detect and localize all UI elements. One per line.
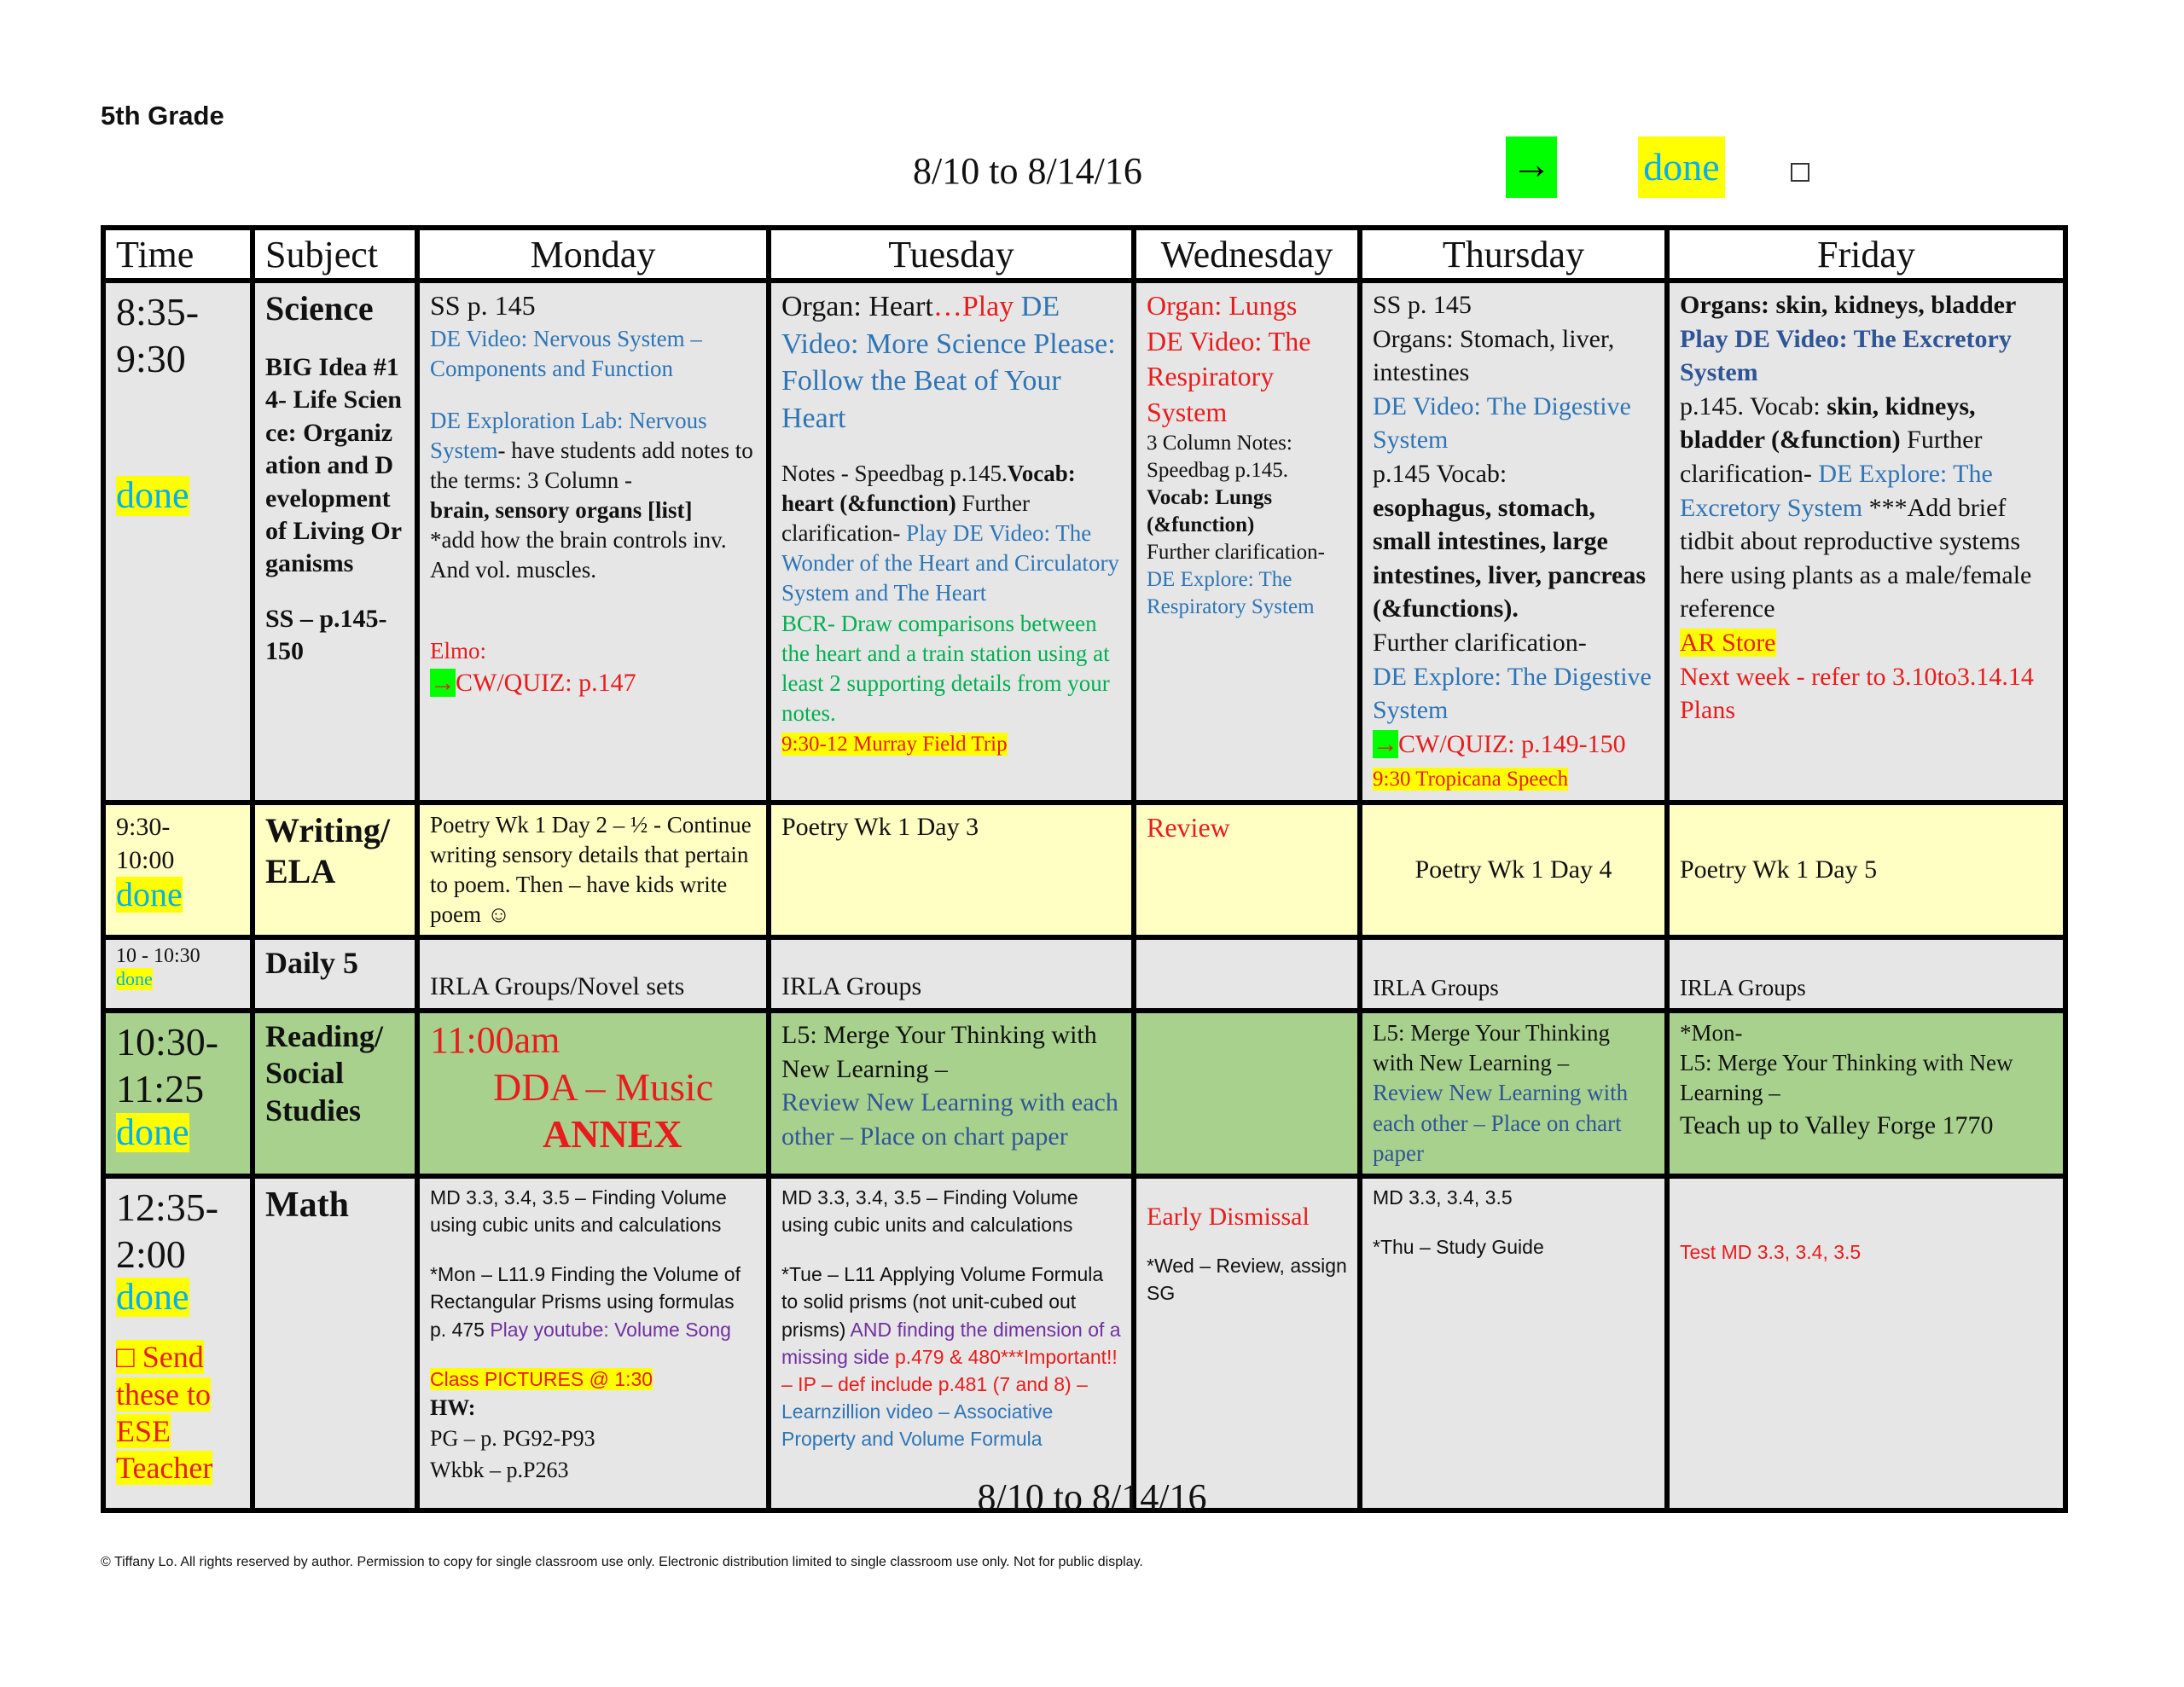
column-header-tuesday: Tuesday bbox=[769, 228, 1134, 281]
science-time-cell bbox=[103, 281, 253, 803]
science-tue-organ: Organ: Heart bbox=[781, 291, 933, 322]
daily5-done-mark: done bbox=[116, 968, 153, 990]
daily5-monday-cell bbox=[417, 937, 769, 1011]
writing-row bbox=[103, 803, 2065, 937]
math-time-cell bbox=[103, 1176, 253, 1510]
reading-subject-cell bbox=[253, 1011, 417, 1175]
science-tue-vocab: heart (&function) bbox=[781, 490, 956, 517]
science-mon-video: DE Video: Nervous System – Components and Function bbox=[430, 325, 702, 381]
science-row bbox=[103, 281, 2065, 803]
science-time: 8:35-9:30 bbox=[116, 290, 200, 381]
writing-tue-text: Poetry Wk 1 Day 3 bbox=[781, 812, 979, 841]
reading-time: 10:30-11:25 bbox=[116, 1020, 219, 1111]
column-header-thursday: Thursday bbox=[1360, 228, 1667, 281]
math-mon-play: Play youtube: Volume Song bbox=[490, 1318, 731, 1341]
daily5-time: 10 - 10:30 bbox=[116, 945, 200, 968]
science-thursday-cell bbox=[1360, 281, 1667, 803]
math-thu-study: *Thu – Study Guide bbox=[1373, 1235, 1544, 1258]
science-thu-vocab: esophagus, stomach, small intestines, large intestines, liver, pancreas (&functions). bbox=[1373, 493, 1646, 623]
daily5-wednesday-cell bbox=[1134, 937, 1360, 1011]
math-time: 12:35-2:00 bbox=[116, 1185, 219, 1276]
week-range-title: 8/10 to 8/14/16 bbox=[913, 150, 1142, 192]
science-wednesday-cell bbox=[1134, 281, 1360, 803]
science-monday-cell bbox=[417, 281, 769, 803]
science-tue-video2: Play DE Video: The Wonder of the Heart and Circulatory System and The Heart bbox=[781, 520, 1119, 606]
math-send-to-ese: □ Send these to ESE Teacher bbox=[116, 1340, 213, 1485]
math-tuesday-cell bbox=[769, 1176, 1134, 1510]
science-mon-lab-rest: - have students add notes to the terms: 3 Column - bbox=[430, 437, 753, 493]
science-friday-cell bbox=[1667, 281, 2065, 803]
science-fri-further: Further clarification- bbox=[1680, 426, 1983, 488]
column-header-monday: Monday bbox=[417, 228, 769, 281]
science-subject: Science bbox=[265, 289, 374, 328]
daily5-thu-text: IRLA Groups bbox=[1373, 975, 1499, 1001]
column-header-subject: Subject bbox=[253, 228, 417, 281]
daily5-subject-cell bbox=[253, 937, 417, 1011]
reading-thu-line-b: Review New Learning with each other – Place on chart paper bbox=[1373, 1080, 1629, 1166]
daily5-tuesday-cell bbox=[769, 937, 1134, 1011]
science-mon-lab: DE Exploration Lab: Nervous System bbox=[430, 407, 707, 463]
writing-time-cell bbox=[103, 803, 253, 937]
reading-fri-line-c: Teach up to Valley Forge 1770 bbox=[1680, 1110, 1994, 1139]
science-thu-speech: 9:30 Tropicana Speech bbox=[1373, 768, 1569, 791]
daily5-fri-text: IRLA Groups bbox=[1680, 975, 1806, 1001]
science-tue-field-trip: 9:30-12 Murray Field Trip bbox=[781, 732, 1008, 756]
math-fri-test: Test MD 3.3, 3.4, 3.5 bbox=[1680, 1240, 1862, 1263]
science-fri-organs: Organs: skin, kidneys, bladder bbox=[1680, 291, 2017, 319]
daily5-time-cell bbox=[103, 937, 253, 1011]
reading-fri-line-a: *Mon- bbox=[1680, 1020, 1743, 1046]
math-wed-review: *Wed – Review, assign SG bbox=[1147, 1254, 1347, 1304]
writing-friday-cell bbox=[1667, 803, 2065, 937]
reading-mon-dda: DDA – Music bbox=[493, 1065, 714, 1110]
science-mon-elmo: Elmo: bbox=[430, 638, 486, 664]
daily5-friday-cell bbox=[1667, 937, 2065, 1011]
math-tue-lesson: *Tue – L11 Applying Volume Formula to solid prisms (not unit-cubed out prisms) bbox=[781, 1263, 1104, 1341]
writing-done-mark: done bbox=[116, 874, 183, 913]
writing-thu-text: Poetry Wk 1 Day 4 bbox=[1414, 855, 1612, 884]
legend-checkbox-icon[interactable] bbox=[1791, 163, 1809, 182]
science-thu-quiz: CW/QUIZ: p.149-150 bbox=[1398, 729, 1626, 758]
writing-wednesday-cell bbox=[1134, 803, 1360, 937]
math-tue-and: AND finding the dimension of a missing side bbox=[781, 1318, 1121, 1368]
science-fri-add: ***Add brief tidbit about reproductive systems here using plants as a male/female reference bbox=[1680, 493, 2032, 623]
daily5-thursday-cell bbox=[1360, 937, 1667, 1011]
science-fri-vocab-label: p.145. Vocab: bbox=[1680, 391, 1821, 420]
science-done-mark: done bbox=[116, 474, 189, 517]
reading-friday-cell bbox=[1667, 1011, 2065, 1175]
column-header-time: Time bbox=[103, 228, 253, 281]
footer-week-range: 8/10 to 8/14/16 bbox=[977, 1476, 1207, 1518]
reading-tue-line-a: L5: Merge Your Thinking with New Learning – bbox=[781, 1021, 1097, 1083]
column-header-wednesday: Wednesday bbox=[1134, 228, 1360, 281]
science-wed-organ: Organ: Lungs bbox=[1147, 290, 1298, 321]
science-thu-organs: Organs: Stomach, liver, intestines bbox=[1373, 324, 1615, 387]
science-fri-ar-store: AR Store bbox=[1680, 628, 1776, 657]
science-ss-pages: SS – p.145-150 bbox=[265, 604, 387, 666]
reading-time-cell bbox=[103, 1011, 253, 1175]
reading-tue-line-b: Review New Learning with each other – Place on chart paper bbox=[781, 1088, 1118, 1151]
math-done-mark: done bbox=[116, 1276, 189, 1319]
header-row bbox=[103, 228, 2065, 281]
writing-mon-text: Poetry Wk 1 Day 2 – ½ - Continue writing sensory details that pertain to poem. Then – have kids write poem ☺ bbox=[430, 811, 752, 928]
math-row bbox=[103, 1176, 2065, 1510]
science-fri-next-week: Next week - refer to 3.10to3.14.14 Plans bbox=[1680, 662, 2034, 725]
writing-fri-text: Poetry Wk 1 Day 5 bbox=[1680, 855, 1878, 884]
math-thursday-cell bbox=[1360, 1176, 1667, 1510]
grade-label: 5th Grade bbox=[101, 101, 224, 130]
science-wed-explore: DE Explore: The Respiratory System bbox=[1147, 568, 1315, 619]
science-tue-notes: Notes - Speedbag p.145. bbox=[781, 461, 1008, 487]
math-tue-page: p.479 & 480***Important!! – IP – def include p.481 (7 and 8) – bbox=[781, 1345, 1118, 1395]
reading-thursday-cell bbox=[1360, 1011, 1667, 1175]
reading-thu-line-a: L5: Merge Your Thinking with New Learning – bbox=[1373, 1020, 1611, 1076]
math-tue-video: Learnzillion video – Associative Property and Volume Formula bbox=[781, 1400, 1054, 1451]
science-wed-further: Further clarification- bbox=[1147, 541, 1325, 565]
reading-wednesday-cell bbox=[1134, 1011, 1360, 1175]
science-mon-terms: brain, sensory organs [list] bbox=[430, 497, 693, 524]
reading-fri-line-b: L5: Merge Your Thinking with New Learning – bbox=[1680, 1050, 2013, 1106]
writing-time: 9:30-10:00 bbox=[116, 812, 175, 874]
science-fri-video: Play DE Video: The Excretory System bbox=[1680, 324, 2012, 387]
science-tue-bcr: BCR- Draw comparisons between the heart and a train station using at least 2 supporting details from your notes. bbox=[781, 610, 1110, 726]
column-header-friday: Friday bbox=[1667, 228, 2065, 281]
science-wed-notes: 3 Column Notes: Speedbag p.145. bbox=[1147, 432, 1292, 483]
copyright-notice: © Tiffany Lo. All rights reserved by author. Permission to copy for single classroom use only. Electronic distribution limited to single classroom use only. Not for public display. bbox=[101, 1555, 1143, 1569]
writing-thursday-cell bbox=[1360, 803, 1667, 937]
math-wednesday-cell bbox=[1134, 1176, 1360, 1510]
science-subject-cell bbox=[253, 281, 417, 803]
science-thu-explore: DE Explore: The Digestive System bbox=[1373, 662, 1652, 725]
daily5-subject: Daily 5 bbox=[265, 946, 359, 981]
math-tue-standards: MD 3.3, 3.4, 3.5 – Finding Volume using cubic units and calculations bbox=[781, 1186, 1078, 1236]
math-mon-hw: HW: bbox=[430, 1394, 476, 1420]
reading-row bbox=[103, 1011, 2065, 1175]
daily5-mon-text: IRLA Groups/Novel sets bbox=[430, 971, 685, 1000]
math-thu-standards: MD 3.3, 3.4, 3.5 bbox=[1373, 1186, 1513, 1209]
reading-mon-annex: ANNEX bbox=[543, 1112, 682, 1157]
science-mon-quiz: CW/QUIZ: p.147 bbox=[456, 669, 636, 698]
writing-wed-text: Review bbox=[1147, 811, 1230, 843]
science-fri-explore: DE Explore: The Excretory System bbox=[1680, 459, 1993, 522]
reading-done-mark: done bbox=[116, 1110, 189, 1153]
math-mon-pictures: Class PICTURES @ 1:30 bbox=[430, 1367, 653, 1390]
legend-done-label: done bbox=[1638, 136, 1725, 198]
writing-monday-cell bbox=[417, 803, 769, 937]
math-monday-cell bbox=[417, 1176, 769, 1510]
science-wed-vocab: Vocab: Lungs (&function) bbox=[1147, 486, 1273, 537]
reading-tuesday-cell bbox=[769, 1011, 1134, 1175]
daily5-row bbox=[103, 937, 2065, 1011]
science-tuesday-cell bbox=[769, 281, 1134, 803]
science-thu-ss: SS p. 145 bbox=[1373, 291, 1472, 319]
legend-arrow-icon: → bbox=[1506, 136, 1557, 198]
science-fri-vocab: skin, kidneys, bladder (&function) bbox=[1680, 391, 1976, 455]
math-mon-lesson: *Mon – L11.9 Finding the Volume of Rectangular Prisms using formulas p. 475 bbox=[430, 1263, 741, 1341]
lesson-plan-table bbox=[101, 225, 2068, 1513]
math-wed-early: Early Dismissal bbox=[1147, 1202, 1310, 1231]
math-mon-pg: PG – p. PG92-P93 bbox=[430, 1426, 595, 1452]
science-tue-play: …Play bbox=[932, 291, 1014, 322]
reading-subject: Reading/ Social Studies bbox=[265, 1019, 384, 1128]
writing-subject: Writing/ ELA bbox=[265, 810, 390, 890]
math-subject: Math bbox=[265, 1185, 349, 1225]
science-thu-vocab-label: p.145 Vocab: bbox=[1373, 459, 1507, 488]
writing-subject-cell bbox=[253, 803, 417, 937]
reading-monday-cell bbox=[417, 1011, 769, 1175]
science-thu-arrow-icon: → bbox=[1373, 729, 1398, 758]
science-mon-note: *add how the brain controls inv. And vol. muscles. bbox=[430, 527, 727, 583]
science-thu-further: Further clarification- bbox=[1373, 628, 1587, 657]
math-subject-cell bbox=[253, 1176, 417, 1510]
science-mon-ss: SS p. 145 bbox=[430, 290, 536, 321]
science-tue-video: DE Video: More Science Please: Follow the Beat of Your Heart bbox=[781, 291, 1116, 434]
math-friday-cell bbox=[1667, 1176, 2065, 1510]
writing-tuesday-cell bbox=[769, 803, 1134, 937]
science-thu-video: DE Video: The Digestive System bbox=[1373, 391, 1631, 455]
science-tue-vocab-label: Vocab: bbox=[1007, 461, 1076, 487]
reading-mon-time: 11:00am bbox=[430, 1019, 561, 1062]
math-mon-wkbk: Wkbk – p.P263 bbox=[430, 1457, 569, 1482]
daily5-tue-text: IRLA Groups bbox=[781, 971, 922, 1000]
math-mon-standards: MD 3.3, 3.4, 3.5 – Finding Volume using cubic units and calculations bbox=[430, 1186, 727, 1236]
science-mon-arrow-icon: → bbox=[430, 669, 456, 698]
science-tue-further: Further clarification- bbox=[781, 490, 1030, 547]
science-wed-video: DE Video: The Respiratory System bbox=[1147, 325, 1311, 427]
science-big-idea: BIG Idea #14- Life Science: Organization and Development of Living Organisms bbox=[265, 353, 403, 578]
